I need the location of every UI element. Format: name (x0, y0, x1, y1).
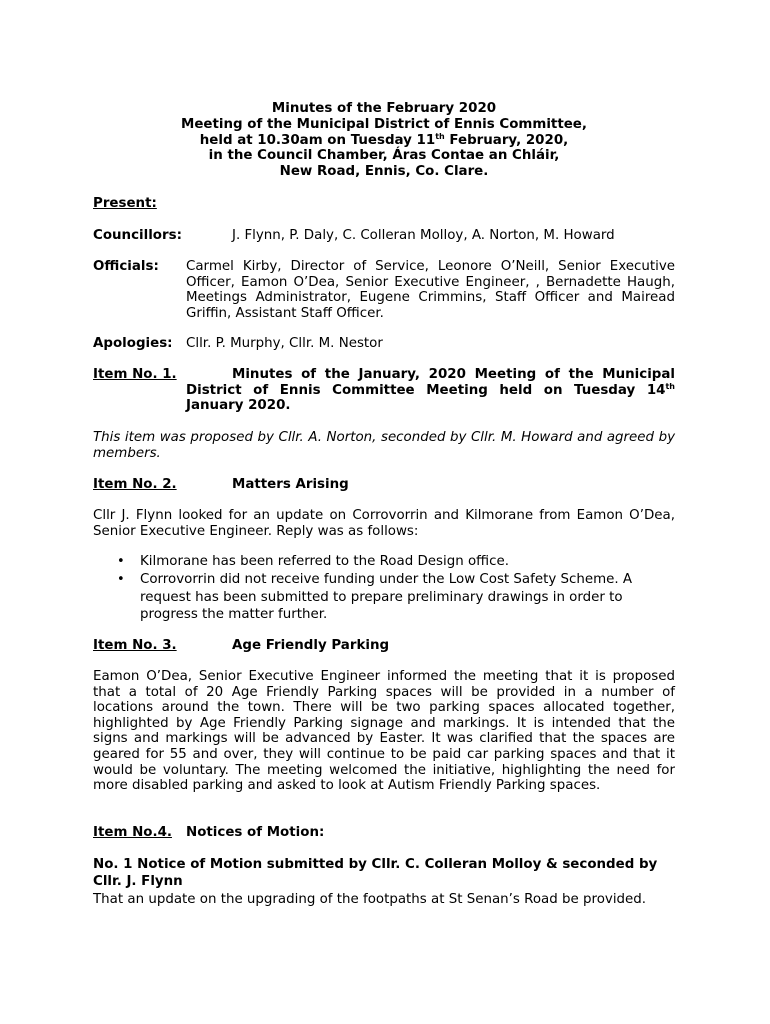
item-1-heading (93, 367, 675, 414)
officials-list: Carmel Kirby, Director of Service, Leonore O’Neill, Senior Executive Officer, Eamon O’Dea, Senior Executive Engineer, , Bernadette Haugh, Meetings Administrator, Eugene Crimmins, Staff Officer and Mairead Griffin, Assistant Staff Officer. (186, 259, 675, 321)
councillors-row (93, 228, 675, 244)
item-1-label: Item No. 1. (93, 367, 177, 382)
item-2-label: Item No. 2. (93, 477, 177, 492)
title-line-5: New Road, Ennis, Co. Clare. (279, 164, 489, 180)
councillors-list: J. Flynn, P. Daly, C. Colleran Molloy, A. Norton, M. Howard (232, 228, 615, 243)
motion-heading: No. 1 Notice of Motion submitted by Cllr. C. Colleran Molloy & seconded by Cllr. J. Flynn (93, 857, 658, 889)
officials-label: Officials: (93, 259, 159, 274)
item-3-title: Age Friendly Parking (232, 638, 390, 653)
title-line-2: Meeting of the Municipal District of Ennis Committee, (181, 116, 587, 132)
title-line-1: Minutes of the February 2020 (271, 101, 497, 116)
apologies-list: Cllr. P. Murphy, Cllr. M. Nestor (186, 336, 383, 351)
apologies-label: Apologies: (93, 336, 173, 351)
councillors-label: Councillors: (93, 228, 182, 243)
bullet-icon: • (117, 572, 125, 588)
title-line-3: held at 10.30am on Tuesday 11th February, 2020, (199, 131, 569, 148)
bullet-icon: • (117, 554, 125, 569)
item-4-title: Notices of Motion: (186, 825, 325, 840)
item-3-heading (93, 638, 675, 654)
item-2-body: Cllr J. Flynn looked for an update on Corrovorrin and Kilmorane from Eamon O’Dea, Senior Executive Engineer. Reply was as follows: (93, 508, 675, 539)
item-3-label: Item No. 3. (93, 638, 177, 653)
list-item: • Kilmorane has been referred to the Road Design office. (117, 554, 509, 569)
list-item: • Corrovorrin did not receive funding under the Low Cost Safety Scheme. A request has been submitted to prepare preliminary drawings in order to progress the matter further. (117, 572, 633, 622)
document-title (93, 101, 675, 180)
officials-row (93, 259, 675, 321)
item-4-heading (93, 825, 675, 841)
title-line-4: in the Council Chamber, Áras Contae an Chláir, (208, 148, 560, 164)
motion-text: That an update on the upgrading of the footpaths at St Senan’s Road be provided. (93, 892, 647, 907)
apologies-row (93, 336, 675, 352)
item-4-label: Item No.4. (93, 825, 172, 840)
item-1-body: This item was proposed by Cllr. A. Norton, seconded by Cllr. M. Howard and agreed by members. (93, 430, 675, 461)
item-1-title: Minutes of the January, 2020 Meeting of the Municipal District of Ennis Committee Meeting held on Tuesday 14th January 2020. (186, 367, 675, 414)
item-2-title: Matters Arising (232, 477, 349, 492)
present-heading: Present: (93, 196, 157, 211)
item-2-heading (93, 477, 675, 493)
item-3-body: Eamon O’Dea, Senior Executive Engineer informed the meeting that it is proposed that a total of 20 Age Friendly Parking spaces will be provided in a number of locations around the town. There will be two parking spaces allocated together, highlighted by Age Friendly Parking signage and markings. It is intended that the signs and markings will be advanced by Easter. It was clarified that the spaces are geared for 55 and over, they will continue to be paid car parking spaces and that it would be voluntary. The meeting welcomed the initiative, highlighting the need for more disabled parking and asked to look at Autism Friendly Parking spaces. (93, 669, 675, 794)
item-2-bullet-list (93, 553, 675, 624)
